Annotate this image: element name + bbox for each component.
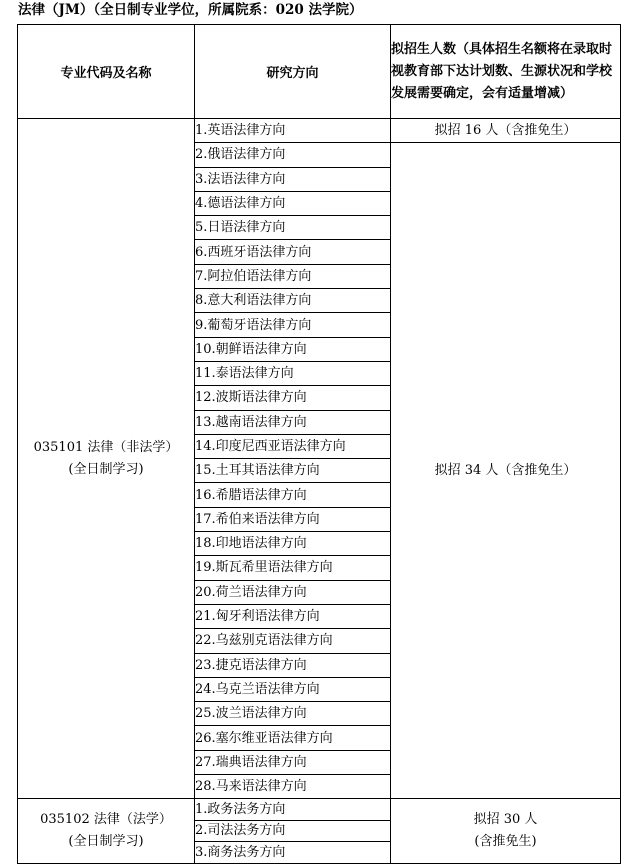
direction-cell: 6.西班牙语法律方向	[195, 240, 391, 264]
direction-cell: 26.塞尔维亚语法律方向	[195, 726, 391, 750]
direction-cell: 24.乌克兰语法律方向	[195, 677, 391, 701]
direction-cell: 20.荷兰语法律方向	[195, 580, 391, 604]
direction-cell: 9.葡萄牙语法律方向	[195, 313, 391, 337]
quota-cell	[391, 799, 621, 864]
direction-cell: 22.乌兹别克语法律方向	[195, 629, 391, 653]
table-header-row	[18, 25, 621, 119]
direction-cell: 1.政务法务方向	[195, 799, 391, 821]
direction-cell: 5.日语法律方向	[195, 216, 391, 240]
direction-cell: 3.法语法律方向	[195, 167, 391, 191]
direction-cell: 1.英语法律方向	[195, 119, 391, 143]
direction-cell: 16.希腊语法律方向	[195, 483, 391, 507]
direction-cell: 3.商务法务方向	[195, 842, 391, 864]
major-code-name: 035102 法律（法学）	[40, 812, 172, 828]
header-direction: 研究方向	[195, 25, 391, 119]
direction-cell: 12.波斯语法律方向	[195, 386, 391, 410]
direction-cell: 21.匈牙利语法律方向	[195, 604, 391, 628]
direction-cell: 8.意大利语法律方向	[195, 289, 391, 313]
quota-cell: 拟招 34 人（含推免生）	[391, 143, 621, 799]
direction-cell: 2.司法法务方向	[195, 820, 391, 842]
major-study-mode: (全日制学习)	[68, 834, 144, 850]
direction-cell: 11.泰语法律方向	[195, 361, 391, 385]
direction-cell: 13.越南语法律方向	[195, 410, 391, 434]
major-code-name: 035101 法律（非法学）	[33, 439, 179, 455]
page-heading: 法律（JM）（全日制专业学位，所属院系：020 法学院）	[18, 2, 363, 18]
direction-cell: 19.斯瓦希里语法律方向	[195, 556, 391, 580]
direction-cell: 18.印地语法律方向	[195, 532, 391, 556]
group2-body	[18, 799, 621, 864]
direction-cell: 2.俄语法律方向	[195, 143, 391, 167]
direction-cell: 10.朝鲜语法律方向	[195, 337, 391, 361]
admissions-table	[17, 24, 621, 864]
direction-cell: 7.阿拉伯语法律方向	[195, 264, 391, 288]
quota-cell: 拟招 16 人（含推免生）	[391, 119, 621, 143]
direction-cell: 28.马来语法律方向	[195, 775, 391, 799]
group1-body	[18, 119, 621, 799]
header-quota: 拟招生人数（具体招生名额将在录取时视教育部下达计划数、生源状况和学校发展需要确定，会有适量增减）	[391, 25, 621, 119]
header-major: 专业代码及名称	[18, 25, 195, 119]
quota-count: 拟招 30 人	[473, 812, 538, 828]
major-cell	[18, 799, 195, 864]
table-row	[18, 119, 621, 143]
table-row	[18, 799, 621, 821]
direction-cell: 4.德语法律方向	[195, 191, 391, 215]
direction-cell: 15.土耳其语法律方向	[195, 459, 391, 483]
direction-cell: 25.波兰语法律方向	[195, 702, 391, 726]
direction-cell: 23.捷克语法律方向	[195, 653, 391, 677]
direction-cell: 27.瑞典语法律方向	[195, 750, 391, 774]
direction-cell: 14.印度尼西亚语法律方向	[195, 434, 391, 458]
major-study-mode: (全日制学习)	[68, 461, 144, 477]
direction-cell: 17.希伯来语法律方向	[195, 507, 391, 531]
quota-note: (含推免生)	[474, 834, 537, 850]
major-cell	[18, 119, 195, 799]
